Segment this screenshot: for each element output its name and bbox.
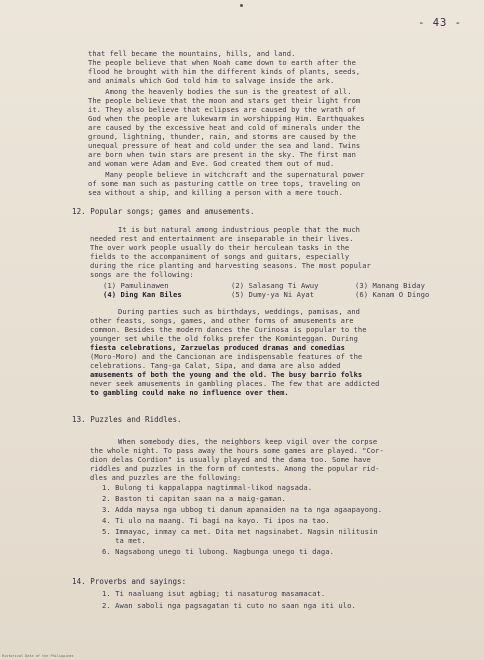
text-line: younger set while the old folks prefer the Kominteggan. During	[90, 334, 358, 343]
text-line: to gambling could make no influence over them.	[90, 388, 289, 397]
text-line: never seek amusements in gambling places. The few that are addicted	[90, 379, 380, 388]
text-line: During parties such as birthdays, weddings, pamisas, and	[118, 307, 360, 316]
section-heading: 14. Proverbs and sayings:	[72, 577, 187, 586]
text-line: and animals which God told him to salvage inside the ark.	[88, 76, 335, 85]
text-line: (Moro-Moro) and the Cancionan are indispensable features of the	[90, 352, 363, 361]
text-line: It is but natural among industrious people that the much	[118, 225, 360, 234]
section-heading: 13. Puzzles and Riddles.	[72, 415, 182, 424]
text-line: unequal pressure of heat and cold under the sea and land. Twins	[88, 141, 361, 150]
text-line: dion delas Cordion" is usually played and the dama too. Some have	[90, 455, 371, 464]
riddle-item: 2. Baston ti capitan saan na a maig-gaman.	[102, 494, 286, 503]
song-item: (2) Salasang Ti Awuy	[231, 281, 319, 290]
song-item: (5) Dumy-ya Ni Ayat	[231, 290, 315, 299]
text-line: The over work people usually do their herculean tasks in the	[90, 243, 350, 252]
song-item: (4) Ding Kan Biles	[103, 290, 182, 299]
punch-mark	[240, 4, 243, 7]
text-line: during the rice planting and harvesting seasons. The most popular	[90, 261, 371, 270]
text-line: are born when twin stars are present in the sky. The first man	[88, 150, 356, 159]
text-line: celebrations. Tang-ga Calat, Sipa, and dama are also added	[90, 361, 341, 370]
text-line: Among the heavenly bodies the sun is the greatest of all.	[88, 87, 352, 96]
riddle-item: 1. Bulong ti kappalappa nagtimmal-likod nagsada.	[102, 483, 313, 492]
song-item: (3) Manang Biday	[355, 281, 426, 290]
text-line: and woman were Adam and Eve. God created them out of mud.	[88, 159, 335, 168]
text-line: ground, lightning, thunder, rain, and storms are caused by the	[88, 132, 356, 141]
riddle-item: 3. Adda maysa nga ubbog ti danum apanaiden na ta nga agaapayong.	[102, 505, 383, 514]
song-item: (1) Pamulinawen	[103, 281, 169, 290]
text-line: amusements of both the young and the old. The busy barrio folks	[90, 370, 363, 379]
text-line: The people believe that when Noah came down to earth after the	[88, 58, 356, 67]
text-line: are caused by the excessive heat and cold of minerals under the	[88, 123, 361, 132]
proverb-item: 2. Awan saboli nga pagsagatan ti cuto no saan nga iti ulo.	[102, 601, 356, 610]
text-line: of some man such as pasturing cattle on tree tops, traveling on	[88, 179, 361, 188]
text-line: When somebody dies, the neighbors keep vigil over the corpse	[118, 437, 378, 446]
text-line: needed rest and entertainment are inseparable in their lives.	[90, 234, 354, 243]
text-line: The people believe that the moon and stars get their light from	[88, 96, 361, 105]
section-heading: 12. Popular songs; games and amusements.	[72, 207, 255, 216]
riddle-item: ta met.	[102, 536, 146, 545]
text-line: fields to the accompaniment of songs and guitars, especially	[90, 252, 350, 261]
footer-note: Historical Data of the Philippines	[2, 654, 74, 658]
text-line: fiesta celebrations, Zarzuelas produced dramas and comedias	[90, 343, 345, 352]
riddle-item: 4. Ti ulo na maang. Ti bagi na kayo. Ti ipos na tao.	[102, 516, 330, 525]
text-line: sea without a ship, and killing a person with a mere touch.	[88, 188, 343, 197]
text-line: God when the people are lukewarm in worshipping Him. Earthquakes	[88, 114, 365, 123]
text-line: riddles and puzzles in the form of contests. Among the popular rid-	[90, 464, 380, 473]
text-line: Many people believe in witchcraft and the supernatural power	[88, 170, 365, 179]
text-line: flood he brought with him the different kinds of plants, seeds,	[88, 67, 361, 76]
riddle-item: 5. Immayac, inmay ca met. Dita met nagsinabet. Nagsin nilitusin	[102, 527, 378, 536]
text-line: dles and puzzles are the following:	[90, 473, 242, 482]
text-line: that fell became the mountains, hills, and land.	[88, 49, 296, 58]
text-line: songs are the following:	[90, 270, 194, 279]
song-item: (6) Kanam O Dingo	[355, 290, 430, 299]
text-line: it. They also believe that eclipses are caused by the wrath of	[88, 105, 356, 114]
riddle-item: 6. Nagsabong unego ti lubong. Nagbunga unego ti daga.	[102, 547, 334, 556]
text-line: other feasts, songs, games, and other forms of amusements are	[90, 316, 354, 325]
text-line: common. Besides the modern dances the Curinosa is popular to the	[90, 325, 367, 334]
page-number: - 43 -	[418, 17, 462, 29]
text-line: the whole night. To pass away the hours some games are played. "Cor-	[90, 446, 384, 455]
proverb-item: 1. Ti naaluang isut agbiag; ti nasaturog masamacat.	[102, 589, 326, 598]
